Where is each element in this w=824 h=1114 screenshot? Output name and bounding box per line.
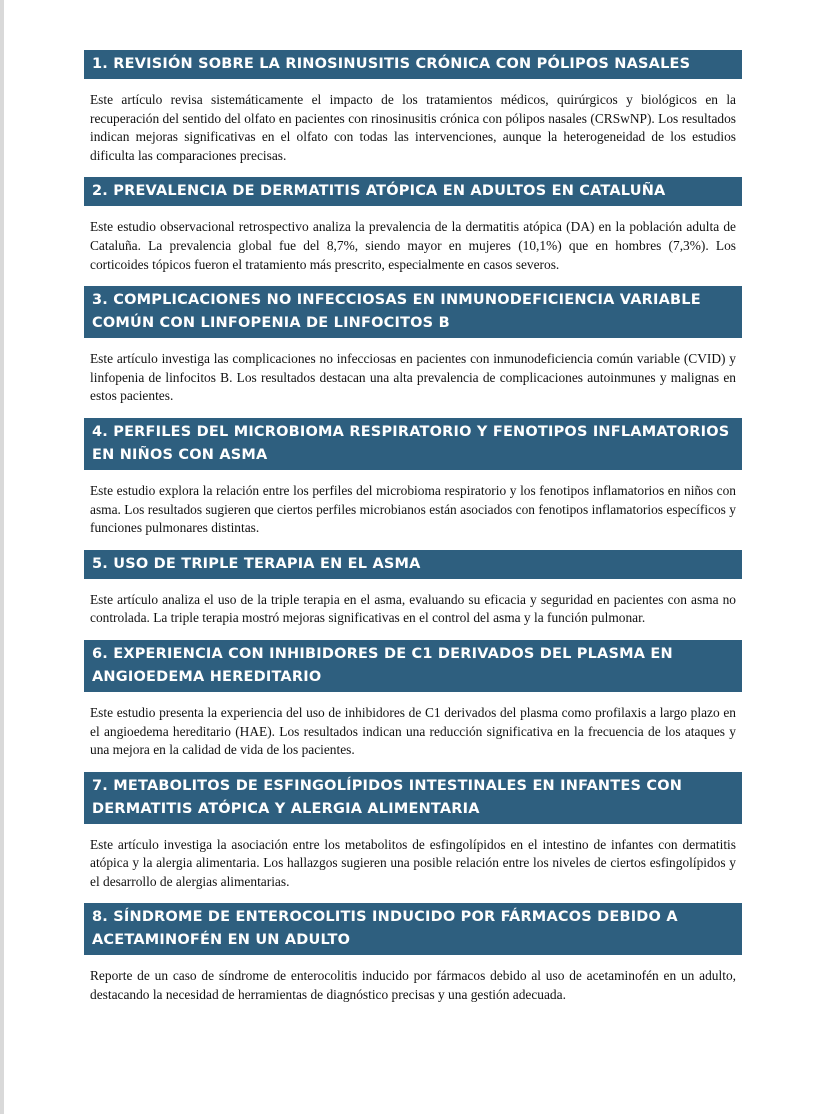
section-heading: 3. COMPLICACIONES NO INFECCIOSAS EN INMUNODEFICIENCIA VARIABLE COMÚN CON LINFOPENIA DE LINFOCITOS B (84, 286, 742, 338)
page-edge (0, 0, 4, 1114)
section-3 (84, 286, 742, 406)
section-1 (84, 50, 742, 165)
document-body (84, 50, 742, 1017)
section-summary: Este artículo analiza el uso de la triple terapia en el asma, evaluando su eficacia y seguridad en pacientes con asma no controlada. La triple terapia mostró mejoras significativas en el control del asma y la función pulmonar. (90, 591, 736, 626)
section-heading: 7. METABOLITOS DE ESFINGOLÍPIDOS INTESTINALES EN INFANTES CON DERMATITIS ATÓPICA Y ALERGIA ALIMENTARIA (84, 772, 742, 824)
section-heading: 4. PERFILES DEL MICROBIOMA RESPIRATORIO Y FENOTIPOS INFLAMATORIOS EN NIÑOS CON ASMA (84, 418, 742, 470)
section-6 (84, 640, 742, 760)
section-summary: Este artículo investiga las complicaciones no infecciosas en pacientes con inmunodeficiencia común variable (CVID) y linfopenia de linfocitos B. Los resultados destacan una alta prevalencia de complicaciones autoinmunes y malignas en estos pacientes. (90, 351, 736, 404)
section-summary: Reporte de un caso de síndrome de enterocolitis inducido por fármacos debido al uso de acetaminofén en un adulto, destacando la necesidad de herramientas de diagnóstico precisas y una gestión adecuada. (90, 968, 736, 1003)
section-heading: 5. USO DE TRIPLE TERAPIA EN EL ASMA (84, 550, 742, 579)
section-summary: Este artículo investiga la asociación entre los metabolitos de esfingolípidos en el intestino de infantes con dermatitis atópica y la alergia alimentaria. Los hallazgos sugieren una posible relación entre los niveles de ciertos esfingolípidos y el desarrollo de alergias alimentarias. (90, 836, 736, 889)
section-heading: 2. PREVALENCIA DE DERMATITIS ATÓPICA EN ADULTOS EN CATALUÑA (84, 177, 742, 206)
section-heading: 8. SÍNDROME DE ENTEROCOLITIS INDUCIDO POR FÁRMACOS DEBIDO A ACETAMINOFÉN EN UN ADULTO (84, 903, 742, 955)
section-2 (84, 177, 742, 274)
section-7 (84, 772, 742, 892)
section-summary: Este estudio presenta la experiencia del uso de inhibidores de C1 derivados del plasma como profilaxis a largo plazo en el angioedema hereditario (HAE). Los resultados indican una reducción significativa en la frecuencia de los ataques y una mejora en la calidad de vida de los pacientes. (90, 704, 736, 758)
section-4 (84, 418, 742, 538)
section-8 (84, 903, 742, 1004)
section-heading: 1. REVISIÓN SOBRE LA RINOSINUSITIS CRÓNICA CON PÓLIPOS NASALES (84, 50, 742, 79)
section-summary: Este estudio observacional retrospectivo analiza la prevalencia de la dermatitis atópica (DA) en la población adulta de Cataluña. La prevalencia global fue del 8,7%, siendo mayor en mujeres (10,1%) que en hombres (7,3%). Los corticoides tópicos fueron el tratamiento más prescrito, especialmente en casos severos. (90, 219, 736, 272)
section-5 (84, 550, 742, 628)
section-summary: Este artículo revisa sistemáticamente el impacto de los tratamientos médicos, quirúrgicos y biológicos en la recuperación del sentido del olfato en pacientes con rinosinusitis crónica con pólipos nasales (CRSwNP). Los resultados indican mejoras significativas en el olfato con todas las intervenciones, aunque la heterogeneidad de los estudios dificulta las comparaciones precisas. (90, 92, 736, 163)
section-summary: Este estudio explora la relación entre los perfiles del microbioma respiratorio y los fenotipos inflamatorios en niños con asma. Los resultados sugieren que ciertos perfiles microbianos están asociados con fenotipos inflamatorios específicos y funciones pulmonares distintas. (90, 482, 736, 536)
section-heading: 6. EXPERIENCIA CON INHIBIDORES DE C1 DERIVADOS DEL PLASMA EN ANGIOEDEMA HEREDITARIO (84, 640, 742, 692)
